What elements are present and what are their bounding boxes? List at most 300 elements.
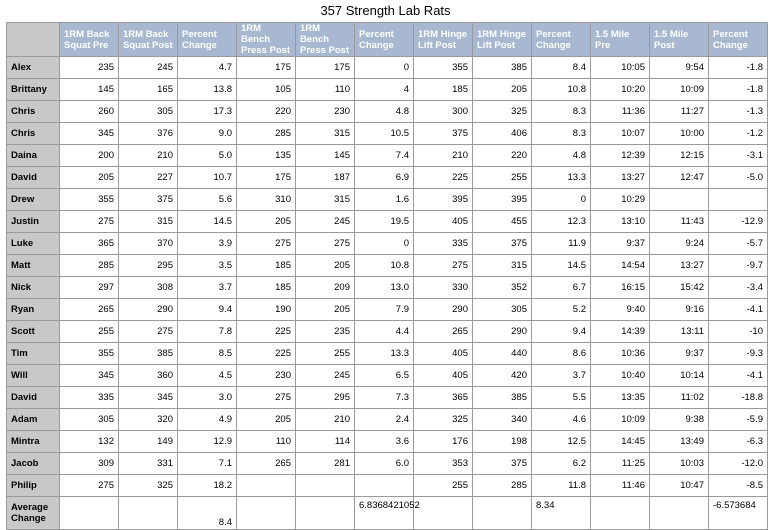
table-cell[interactable]: 7.3 <box>355 387 414 409</box>
table-cell[interactable]: 13.3 <box>355 343 414 365</box>
table-cell[interactable]: 7.1 <box>178 453 237 475</box>
table-row <box>7 321 768 343</box>
table-cell[interactable]: 235 <box>60 57 119 79</box>
table-cell[interactable]: 9:37 <box>650 343 709 365</box>
table-cell[interactable]: 375 <box>473 453 532 475</box>
table-cell[interactable]: 205 <box>296 299 355 321</box>
table-cell[interactable]: 110 <box>296 79 355 101</box>
table-cell[interactable]: 18.2 <box>178 475 237 497</box>
table-cell[interactable]: 105 <box>237 79 296 101</box>
table-row <box>7 299 768 321</box>
table-cell[interactable]: 370 <box>119 233 178 255</box>
table-cell[interactable]: 10:07 <box>591 123 650 145</box>
table-cell[interactable]: 13:35 <box>591 387 650 409</box>
table-cell[interactable]: 3.7 <box>178 277 237 299</box>
table-cell[interactable]: 165 <box>119 79 178 101</box>
row-name-cell[interactable]: Philip <box>7 475 60 497</box>
column-header[interactable]: 1RM Back Squat Post <box>119 23 178 57</box>
table-cell[interactable]: -12.0 <box>709 453 768 475</box>
table-cell[interactable]: 355 <box>414 57 473 79</box>
table-cell[interactable]: 225 <box>237 321 296 343</box>
table-cell[interactable]: 14.5 <box>532 255 591 277</box>
table-cell[interactable]: 3.7 <box>532 365 591 387</box>
table-cell[interactable]: 335 <box>414 233 473 255</box>
table-cell[interactable]: 9:37 <box>591 233 650 255</box>
table-cell[interactable]: 198 <box>473 431 532 453</box>
table-cell[interactable]: -6.3 <box>709 431 768 453</box>
table-cell[interactable]: 406 <box>473 123 532 145</box>
table-cell[interactable]: 375 <box>119 189 178 211</box>
average-cell[interactable]: 6.8368421052 <box>355 497 414 530</box>
table-cell[interactable]: 4 <box>355 79 414 101</box>
average-cell[interactable]: 8.4 <box>178 497 237 530</box>
table-cell[interactable]: 6.0 <box>355 453 414 475</box>
table-cell[interactable]: 9:24 <box>650 233 709 255</box>
sheet-title: 357 Strength Lab Rats <box>320 3 451 18</box>
table-cell[interactable]: 315 <box>473 255 532 277</box>
table-cell[interactable]: 290 <box>119 299 178 321</box>
table-cell[interactable]: 325 <box>473 101 532 123</box>
table-cell[interactable]: -12.9 <box>709 211 768 233</box>
column-header[interactable]: 1RM Bench Press Post <box>237 23 296 57</box>
table-cell[interactable]: -1.8 <box>709 79 768 101</box>
table-cell[interactable]: 0 <box>355 57 414 79</box>
table-cell[interactable]: 205 <box>296 255 355 277</box>
table-cell[interactable]: 9:16 <box>650 299 709 321</box>
table-cell[interactable]: 114 <box>296 431 355 453</box>
table-cell[interactable]: 255 <box>296 343 355 365</box>
table-cell[interactable]: 11:36 <box>591 101 650 123</box>
table-cell[interactable] <box>650 189 709 211</box>
table-cell[interactable]: 255 <box>473 167 532 189</box>
table-cell[interactable]: 7.4 <box>355 145 414 167</box>
table-cell[interactable]: 315 <box>296 189 355 211</box>
table-cell[interactable]: 275 <box>119 321 178 343</box>
table-cell[interactable]: 265 <box>237 453 296 475</box>
row-name-cell[interactable]: Tim <box>7 343 60 365</box>
table-cell[interactable]: -5.7 <box>709 233 768 255</box>
table-cell[interactable]: 210 <box>296 409 355 431</box>
table-cell[interactable]: 11:46 <box>591 475 650 497</box>
table-cell[interactable]: 1.6 <box>355 189 414 211</box>
table-cell[interactable]: 9.4 <box>178 299 237 321</box>
table-cell[interactable]: 13:10 <box>591 211 650 233</box>
table-cell[interactable]: 330 <box>414 277 473 299</box>
table-row <box>7 189 768 211</box>
table-cell[interactable]: 308 <box>119 277 178 299</box>
table-cell[interactable]: 9:38 <box>650 409 709 431</box>
table-cell[interactable]: 309 <box>60 453 119 475</box>
table-cell[interactable]: 10:36 <box>591 343 650 365</box>
table-cell[interactable]: 3.9 <box>178 233 237 255</box>
table-cell[interactable]: 395 <box>414 189 473 211</box>
table-cell[interactable]: -5.9 <box>709 409 768 431</box>
table-cell[interactable]: 6.7 <box>532 277 591 299</box>
table-cell[interactable]: 8.5 <box>178 343 237 365</box>
table-row <box>7 453 768 475</box>
table-cell[interactable]: 5.0 <box>178 145 237 167</box>
table-cell[interactable]: 13:27 <box>591 167 650 189</box>
table-cell[interactable]: 10.8 <box>355 255 414 277</box>
row-name-cell[interactable]: Drew <box>7 189 60 211</box>
table-row <box>7 387 768 409</box>
table-cell[interactable]: 405 <box>414 211 473 233</box>
table-cell[interactable]: 353 <box>414 453 473 475</box>
header-row <box>7 23 768 57</box>
table-cell[interactable]: 395 <box>473 189 532 211</box>
row-name-cell[interactable]: Chris <box>7 123 60 145</box>
table-cell[interactable]: 360 <box>119 365 178 387</box>
table-cell[interactable]: 9.0 <box>178 123 237 145</box>
table-cell[interactable]: 9:54 <box>650 57 709 79</box>
table-cell[interactable]: 11.9 <box>532 233 591 255</box>
table-cell[interactable]: 235 <box>296 321 355 343</box>
table-cell[interactable]: -8.5 <box>709 475 768 497</box>
table-cell[interactable]: 325 <box>414 409 473 431</box>
table-cell[interactable]: 13:49 <box>650 431 709 453</box>
table-cell[interactable]: 275 <box>296 233 355 255</box>
table-cell[interactable]: 13:27 <box>650 255 709 277</box>
table-cell[interactable]: 260 <box>60 101 119 123</box>
table-cell[interactable]: 4.5 <box>178 365 237 387</box>
table-cell[interactable]: 11:43 <box>650 211 709 233</box>
table-cell[interactable]: 365 <box>60 233 119 255</box>
table-cell[interactable]: 0 <box>532 189 591 211</box>
row-name-cell[interactable]: David <box>7 387 60 409</box>
table-cell[interactable]: 13.8 <box>178 79 237 101</box>
table-cell[interactable]: 3.6 <box>355 431 414 453</box>
table-cell[interactable]: 325 <box>119 475 178 497</box>
table-cell[interactable]: 10:40 <box>591 365 650 387</box>
table-cell[interactable]: 5.6 <box>178 189 237 211</box>
table-cell[interactable]: 275 <box>414 255 473 277</box>
column-header[interactable]: 1RM Hinge Lift Post <box>414 23 473 57</box>
row-name-cell[interactable]: Justin <box>7 211 60 233</box>
table-cell[interactable]: 315 <box>296 123 355 145</box>
table-cell[interactable]: 310 <box>237 189 296 211</box>
table-cell[interactable]: 305 <box>473 299 532 321</box>
table-cell[interactable]: 10:29 <box>591 189 650 211</box>
table-cell[interactable]: -9.3 <box>709 343 768 365</box>
table-cell[interactable]: 420 <box>473 365 532 387</box>
table-cell[interactable]: 13.0 <box>355 277 414 299</box>
table-cell[interactable]: 255 <box>414 475 473 497</box>
table-cell[interactable]: 17.3 <box>178 101 237 123</box>
table-cell[interactable]: 8.6 <box>532 343 591 365</box>
table-cell[interactable]: 13:11 <box>650 321 709 343</box>
table-cell[interactable]: 455 <box>473 211 532 233</box>
table-cell[interactable]: 205 <box>237 211 296 233</box>
table-cell[interactable]: 6.2 <box>532 453 591 475</box>
table-cell[interactable]: 209 <box>296 277 355 299</box>
row-name-cell[interactable]: Adam <box>7 409 60 431</box>
table-row <box>7 211 768 233</box>
average-row <box>7 497 768 530</box>
row-name-cell[interactable]: Jacob <box>7 453 60 475</box>
table-cell[interactable]: 12.9 <box>178 431 237 453</box>
average-cell[interactable]: -6.573684 <box>709 497 768 530</box>
table-cell[interactable]: 355 <box>60 189 119 211</box>
column-header[interactable]: 1.5 Mile Pre <box>591 23 650 57</box>
table-cell[interactable]: 7.8 <box>178 321 237 343</box>
table-cell[interactable]: 10:20 <box>591 79 650 101</box>
table-cell[interactable]: 176 <box>414 431 473 453</box>
table-cell[interactable]: 230 <box>237 365 296 387</box>
table-cell[interactable]: 14:45 <box>591 431 650 453</box>
table-cell[interactable]: 295 <box>296 387 355 409</box>
table-cell[interactable]: 10:09 <box>591 409 650 431</box>
table-cell[interactable] <box>296 475 355 497</box>
row-name-cell[interactable]: Nick <box>7 277 60 299</box>
row-name-cell[interactable]: Brittany <box>7 79 60 101</box>
table-cell[interactable]: 11:02 <box>650 387 709 409</box>
table-cell[interactable]: 110 <box>237 431 296 453</box>
table-cell[interactable]: 4.6 <box>532 409 591 431</box>
table-cell[interactable]: 5.5 <box>532 387 591 409</box>
table-cell[interactable]: 10:14 <box>650 365 709 387</box>
table-cell[interactable]: 405 <box>414 365 473 387</box>
table-cell[interactable]: 205 <box>60 167 119 189</box>
table-cell[interactable]: 6.9 <box>355 167 414 189</box>
table-cell[interactable]: 300 <box>414 101 473 123</box>
table-cell[interactable]: 281 <box>296 453 355 475</box>
table-cell[interactable]: -5.0 <box>709 167 768 189</box>
table-cell[interactable]: 0 <box>355 233 414 255</box>
table-cell[interactable]: 225 <box>237 343 296 365</box>
table-cell[interactable]: 9:40 <box>591 299 650 321</box>
table-cell[interactable]: 340 <box>473 409 532 431</box>
table-cell[interactable]: 175 <box>237 57 296 79</box>
average-cell[interactable] <box>296 497 355 530</box>
table-cell[interactable]: 12:15 <box>650 145 709 167</box>
corner-cell[interactable] <box>7 23 60 57</box>
table-cell[interactable]: 10:05 <box>591 57 650 79</box>
table-cell[interactable]: 4.8 <box>355 101 414 123</box>
table-cell[interactable]: 335 <box>60 387 119 409</box>
table-cell[interactable]: 12:39 <box>591 145 650 167</box>
table-cell[interactable]: 149 <box>119 431 178 453</box>
table-cell[interactable]: 295 <box>119 255 178 277</box>
table-cell[interactable]: 10.8 <box>532 79 591 101</box>
table-cell[interactable]: 13.3 <box>532 167 591 189</box>
table-cell[interactable]: 9.4 <box>532 321 591 343</box>
table-cell[interactable]: 4.9 <box>178 409 237 431</box>
table-cell[interactable]: 205 <box>237 409 296 431</box>
table-cell[interactable]: 245 <box>296 365 355 387</box>
table-cell[interactable] <box>237 475 296 497</box>
table-cell[interactable]: -3.1 <box>709 145 768 167</box>
table-cell[interactable]: 285 <box>237 123 296 145</box>
table-cell[interactable]: 8.3 <box>532 101 591 123</box>
table-cell[interactable]: 14:39 <box>591 321 650 343</box>
table-cell[interactable]: 10:00 <box>650 123 709 145</box>
table-cell[interactable]: 305 <box>60 409 119 431</box>
table-cell[interactable]: -9.7 <box>709 255 768 277</box>
table-cell[interactable]: 5.2 <box>532 299 591 321</box>
table-cell[interactable]: 320 <box>119 409 178 431</box>
average-cell[interactable] <box>119 497 178 530</box>
row-name-cell[interactable]: Matt <box>7 255 60 277</box>
table-cell[interactable]: 345 <box>60 123 119 145</box>
table-cell[interactable]: 2.4 <box>355 409 414 431</box>
row-name-cell[interactable]: Luke <box>7 233 60 255</box>
table-cell[interactable]: 16:15 <box>591 277 650 299</box>
row-name-cell[interactable]: Scott <box>7 321 60 343</box>
table-cell[interactable]: 4.4 <box>355 321 414 343</box>
table-cell[interactable]: 12:47 <box>650 167 709 189</box>
table-cell[interactable]: -4.1 <box>709 299 768 321</box>
table-cell[interactable]: -18.8 <box>709 387 768 409</box>
table-cell[interactable]: 185 <box>237 255 296 277</box>
row-name-cell[interactable]: Chris <box>7 101 60 123</box>
table-cell[interactable]: 145 <box>60 79 119 101</box>
table-cell[interactable]: 11:27 <box>650 101 709 123</box>
table-cell[interactable]: -3.4 <box>709 277 768 299</box>
column-header[interactable]: 1.5 Mile Post <box>650 23 709 57</box>
table-cell[interactable]: 297 <box>60 277 119 299</box>
table-cell[interactable]: 12.3 <box>532 211 591 233</box>
table-cell[interactable]: 10:09 <box>650 79 709 101</box>
table-cell[interactable]: 187 <box>296 167 355 189</box>
table-cell[interactable]: 11.8 <box>532 475 591 497</box>
table-cell[interactable]: 290 <box>414 299 473 321</box>
table-cell[interactable]: 15:42 <box>650 277 709 299</box>
column-header[interactable]: Percent Change <box>709 23 768 57</box>
table-cell[interactable]: 265 <box>414 321 473 343</box>
table-cell[interactable]: 14:54 <box>591 255 650 277</box>
column-header[interactable]: 1RM Bench Press Post <box>296 23 355 57</box>
table-cell[interactable]: 385 <box>473 387 532 409</box>
table-row <box>7 365 768 387</box>
row-name-cell[interactable]: Daina <box>7 145 60 167</box>
table-cell[interactable]: 255 <box>60 321 119 343</box>
table-cell[interactable]: 375 <box>473 233 532 255</box>
table-cell[interactable]: 190 <box>237 299 296 321</box>
column-header[interactable]: 1RM Back Squat Pre <box>60 23 119 57</box>
table-cell[interactable]: 11:25 <box>591 453 650 475</box>
average-cell[interactable] <box>60 497 119 530</box>
table-row <box>7 475 768 497</box>
table-cell[interactable]: 220 <box>473 145 532 167</box>
average-cell[interactable] <box>650 497 709 530</box>
table-cell[interactable]: 19.5 <box>355 211 414 233</box>
column-header[interactable]: Percent Change <box>178 23 237 57</box>
table-cell[interactable]: 7.9 <box>355 299 414 321</box>
table-cell[interactable] <box>709 189 768 211</box>
row-name-cell[interactable]: Ryan <box>7 299 60 321</box>
table-cell[interactable]: 4.7 <box>178 57 237 79</box>
table-cell[interactable]: 12.5 <box>532 431 591 453</box>
table-cell[interactable]: 4.8 <box>532 145 591 167</box>
table-cell[interactable]: 210 <box>119 145 178 167</box>
column-header[interactable]: Percent Change <box>532 23 591 57</box>
row-name-cell[interactable]: Alex <box>7 57 60 79</box>
table-cell[interactable]: -1.8 <box>709 57 768 79</box>
table-cell[interactable]: 8.4 <box>532 57 591 79</box>
table-cell[interactable]: 145 <box>296 145 355 167</box>
table-cell[interactable]: 285 <box>473 475 532 497</box>
table-cell[interactable]: 352 <box>473 277 532 299</box>
table-cell[interactable] <box>355 475 414 497</box>
table-cell[interactable]: 185 <box>414 79 473 101</box>
table-cell[interactable]: 230 <box>296 101 355 123</box>
table-cell[interactable]: 440 <box>473 343 532 365</box>
table-cell[interactable]: 200 <box>60 145 119 167</box>
table-cell[interactable]: 10.7 <box>178 167 237 189</box>
table-cell[interactable]: 227 <box>119 167 178 189</box>
table-cell[interactable]: 10:47 <box>650 475 709 497</box>
column-header[interactable]: Percent Change <box>355 23 414 57</box>
table-cell[interactable]: 10:03 <box>650 453 709 475</box>
table-cell[interactable]: 345 <box>60 365 119 387</box>
table-cell[interactable]: 275 <box>237 387 296 409</box>
table-cell[interactable]: 210 <box>414 145 473 167</box>
table-cell[interactable]: 225 <box>414 167 473 189</box>
table-cell[interactable]: 205 <box>473 79 532 101</box>
table-cell[interactable]: 245 <box>296 211 355 233</box>
table-cell[interactable]: 405 <box>414 343 473 365</box>
table-cell[interactable]: 385 <box>473 57 532 79</box>
table-cell[interactable]: 245 <box>119 57 178 79</box>
table-cell[interactable]: 14.5 <box>178 211 237 233</box>
average-label-cell[interactable]: Average Change <box>7 497 60 530</box>
table-cell[interactable]: 10.5 <box>355 123 414 145</box>
table-cell[interactable]: 315 <box>119 211 178 233</box>
table-cell[interactable]: 275 <box>60 475 119 497</box>
table-cell[interactable]: 345 <box>119 387 178 409</box>
table-cell[interactable]: -1.3 <box>709 101 768 123</box>
average-cell[interactable] <box>237 497 296 530</box>
table-cell[interactable]: 355 <box>60 343 119 365</box>
table-cell[interactable]: 3.0 <box>178 387 237 409</box>
table-cell[interactable]: 185 <box>237 277 296 299</box>
table-cell[interactable]: 132 <box>60 431 119 453</box>
average-cell[interactable] <box>591 497 650 530</box>
table-row <box>7 277 768 299</box>
row-name-cell[interactable]: David <box>7 167 60 189</box>
table-cell[interactable]: 6.5 <box>355 365 414 387</box>
average-cell[interactable]: 8.34 <box>532 497 591 530</box>
table-cell[interactable]: 385 <box>119 343 178 365</box>
average-cell[interactable] <box>473 497 532 530</box>
table-cell[interactable]: 285 <box>60 255 119 277</box>
table-cell[interactable]: 305 <box>119 101 178 123</box>
table-cell[interactable]: 135 <box>237 145 296 167</box>
table-cell[interactable]: -4.1 <box>709 365 768 387</box>
table-cell[interactable]: 275 <box>60 211 119 233</box>
column-header[interactable]: 1RM Hinge Lift Post <box>473 23 532 57</box>
table-cell[interactable]: 365 <box>414 387 473 409</box>
table-cell[interactable]: 331 <box>119 453 178 475</box>
table-cell[interactable]: 3.5 <box>178 255 237 277</box>
table-cell[interactable]: -1.2 <box>709 123 768 145</box>
table-cell[interactable]: 265 <box>60 299 119 321</box>
table-cell[interactable]: 175 <box>296 57 355 79</box>
table-cell[interactable]: 8.3 <box>532 123 591 145</box>
table-cell[interactable]: 290 <box>473 321 532 343</box>
table-row <box>7 233 768 255</box>
table-cell[interactable]: 376 <box>119 123 178 145</box>
strength-table <box>6 22 768 530</box>
row-name-cell[interactable]: Mintra <box>7 431 60 453</box>
table-cell[interactable]: 275 <box>237 233 296 255</box>
table-cell[interactable]: 375 <box>414 123 473 145</box>
row-name-cell[interactable]: Will <box>7 365 60 387</box>
average-cell[interactable] <box>414 497 473 530</box>
table-cell[interactable]: 175 <box>237 167 296 189</box>
table-cell[interactable]: -10 <box>709 321 768 343</box>
table-cell[interactable]: 220 <box>237 101 296 123</box>
